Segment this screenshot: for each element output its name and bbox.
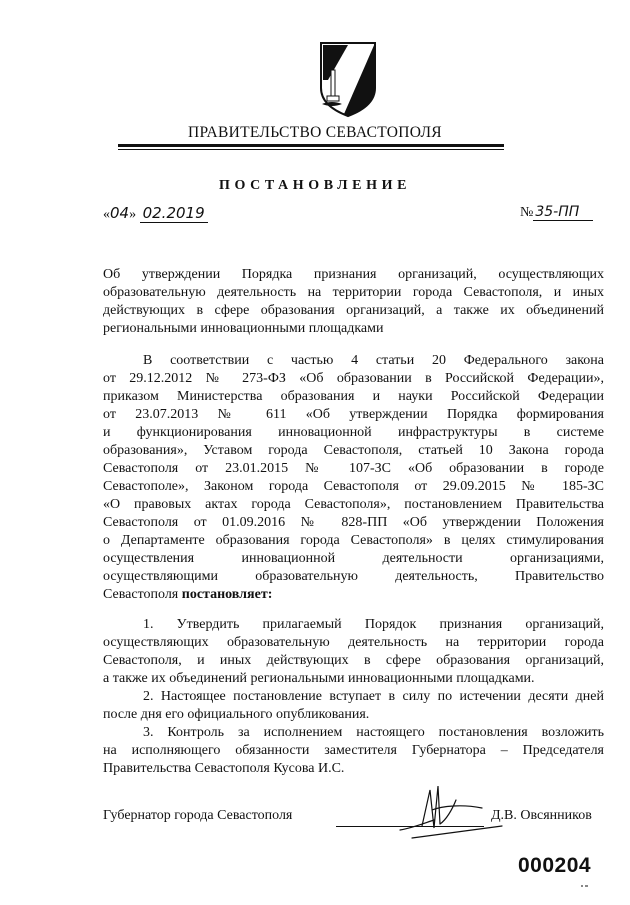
preamble-line: Севастополя от 23.01.2015 № 107-ЗС «Об образовании в городе [103, 461, 604, 476]
item-line: а также их объединений региональными инновационными площадками. [103, 671, 535, 686]
resolution-items [103, 616, 604, 778]
subject-line: образовательную деятельность на территории города Севастополя, и иных [103, 285, 604, 300]
item-line: 1. Утвердить прилагаемый Порядок признания организаций, [143, 617, 604, 632]
item-line: Правительства Севастополя Кусова И.С. [103, 761, 345, 776]
serial-number: 000204 [518, 854, 592, 877]
preamble-line: о Департаменте образования города Севастополя» в целях стимулирования [103, 533, 604, 548]
scan-speck [581, 884, 589, 888]
header-rule-thin [118, 149, 504, 150]
preamble-line: и функционирования инновационной инфраструктуры в системе [103, 425, 604, 440]
preamble-line: приказом Министерства образования и науки Российской Федерации [103, 389, 604, 404]
preamble-last-line [103, 586, 604, 604]
item-line: осуществляющих образовательную деятельность на территории города [103, 635, 604, 650]
header-rule-thick [118, 144, 504, 147]
preamble-line: образования», Уставом города Севастополя, статьей 10 Закона города [103, 443, 604, 458]
preamble [103, 352, 604, 604]
preamble-line: Севастополе», Законом города Севастополя от 29.09.2015 № 185-ЗС [103, 479, 604, 494]
subject-line: действующих в сфере образования организаций, а также их объединений [103, 303, 604, 318]
item-line: после дня его официального опубликования. [103, 707, 370, 722]
preamble-line: В соответствии с частью 4 статьи 20 Федерального закона [143, 353, 604, 368]
signatory-position: Губернатор города Севастополя [103, 808, 293, 823]
document-type: ПОСТАНОВЛЕНИЕ [218, 178, 412, 193]
sevastopol-coat-of-arms [318, 40, 378, 118]
resolves-word: постановляет: [181, 587, 273, 602]
preamble-line: Севастополя от 01.09.2016 № 828-ПП «Об утверждении Положения [103, 515, 604, 530]
number-sign: № [520, 205, 534, 220]
subject-line: Об утверждении Порядка признания организаций, осуществляющих [103, 267, 604, 282]
preamble-line: от 29.12.2012 № 273-ФЗ «Об образовании в Российской Федерации», [103, 371, 604, 386]
item-line: Севастополя, и иных действующих в сфере образования организаций, [103, 653, 604, 668]
item-line: на исполняющего обязанности заместителя Губернатора – Председателя [103, 743, 604, 758]
item-line: 2. Настоящее постановление вступает в силу по истечении десяти дней [143, 689, 604, 704]
item-line: 3. Контроль за исполнением настоящего постановления возложить [143, 725, 604, 740]
date-month-year: 02.2019 [140, 204, 208, 223]
document-number [520, 204, 593, 221]
signature-line [336, 826, 484, 827]
government-title: ПРАВИТЕЛЬСТВО СЕВАСТОПОЛЯ [188, 124, 442, 141]
preamble-line: осуществляющими образовательную деятельность, Правительство [103, 569, 604, 584]
document-subject [103, 266, 604, 338]
preamble-line: осуществления инновационной деятельности организациями, [103, 551, 604, 566]
date-open-quote: « [103, 207, 110, 222]
preamble-line: от 23.07.2013 № 611 «Об утверждении Порядка формирования [103, 407, 604, 422]
date-day: 04 [110, 204, 130, 222]
subject-line: региональными инновационными площадками [103, 321, 384, 336]
date-close-quote: » [129, 207, 137, 222]
document-date [103, 204, 208, 223]
preamble-last-text: Севастополя [103, 587, 182, 602]
signatory-name: Д.В. Овсянников [491, 808, 592, 823]
preamble-line: «О правовых актах города Севастополя», постановлением Правительства [103, 497, 604, 512]
number-value: 35-ПП [533, 204, 593, 221]
